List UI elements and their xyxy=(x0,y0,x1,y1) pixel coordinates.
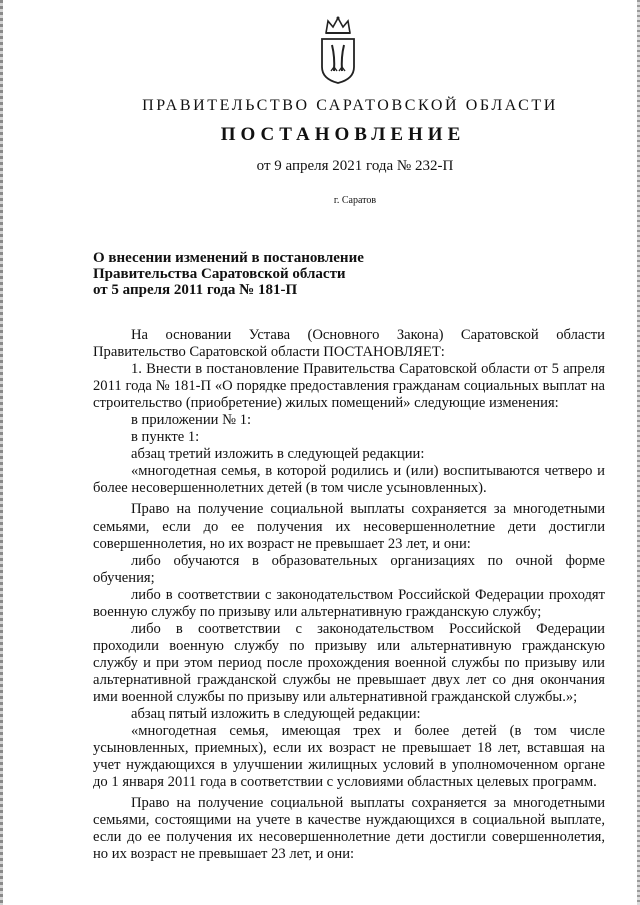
body-paragraph: На основании Устава (Основного Закона) Саратовской области Правительство Саратовской области ПОСТАНОВЛЯЕТ: xyxy=(93,327,605,361)
document-city: г. Саратов xyxy=(333,195,377,206)
body-paragraph: либо в соответствии с законодательством Российской Федерации проходят военную службу по призыву или альтернативную гражданскую службу; xyxy=(93,586,605,620)
body-paragraph: «многодетная семья, в которой родились и (или) воспитываются четверо и более несовершеннолетних детей (в том числе усыновленных). xyxy=(93,463,605,497)
document-title xyxy=(93,250,453,298)
title-line: от 5 апреля 2011 года № 181-П xyxy=(93,282,298,298)
body-paragraph: 1. Внести в постановление Правительства Саратовской области от 5 апреля 2011 года № 181-П «О порядке предоставления гражданам социальных выплат на строительство (приобретение) жилых помещений» следующие изменения: xyxy=(93,361,605,412)
body-paragraph: в приложении № 1: xyxy=(131,412,252,429)
scan-edge-left xyxy=(0,0,3,905)
body-paragraph: либо в соответствии с законодательством Российской Федерации проходили военную службу по призыву или альтернативную гражданскую службу и при этом период после прохождения военной службы по призыву или альтернативной гражданской службы не превышает двух лет со дня окончания ими военной службы по призыву или альтернативной гражданской службы.»; xyxy=(93,620,605,705)
body-paragraph: в пункте 1: xyxy=(131,429,200,446)
body-paragraph: Право на получение социальной выплаты сохраняется за многодетными семьями, состоящими на учете в качестве нуждающихся в социальной выплате, если до ее получения их несовершеннолетние дети достигли совершеннолетия, но их возраст не превышает 23 лет, и они: xyxy=(93,795,605,863)
body-paragraph: либо обучаются в образовательных организациях по очной форме обучения; xyxy=(93,552,605,586)
title-line: Правительства Саратовской области xyxy=(93,266,346,282)
document-date-number: от 9 апреля 2021 года № 232-П xyxy=(256,158,454,174)
document-body xyxy=(93,327,605,863)
body-paragraph: абзац третий изложить в следующей редакции: xyxy=(131,446,425,463)
document-type-heading: ПОСТАНОВЛЕНИЕ xyxy=(220,124,466,145)
body-paragraph: абзац пятый изложить в следующей редакции: xyxy=(131,706,421,723)
government-name: ПРАВИТЕЛЬСТВО САРАТОВСКОЙ ОБЛАСТИ xyxy=(142,97,558,114)
coat-of-arms-emblem-icon xyxy=(318,15,358,85)
body-paragraph: «многодетная семья, имеющая трех и более детей (в том числе усыновленных, приемных), если их возраст не превышает 18 лет, вставшая на учет нуждающихся в улучшении жилищных условий в уполномоченном органе до 1 января 2011 года в соответствии с условиями областных целевых программ. xyxy=(93,723,605,791)
body-paragraph: Право на получение социальной выплаты сохраняется за многодетными семьями, если до ее получения их несовершеннолетние дети достигли совершеннолетия, но их возраст не превышает 23 лет, и они: xyxy=(93,501,605,552)
title-line: О внесении изменений в постановление xyxy=(93,250,364,266)
